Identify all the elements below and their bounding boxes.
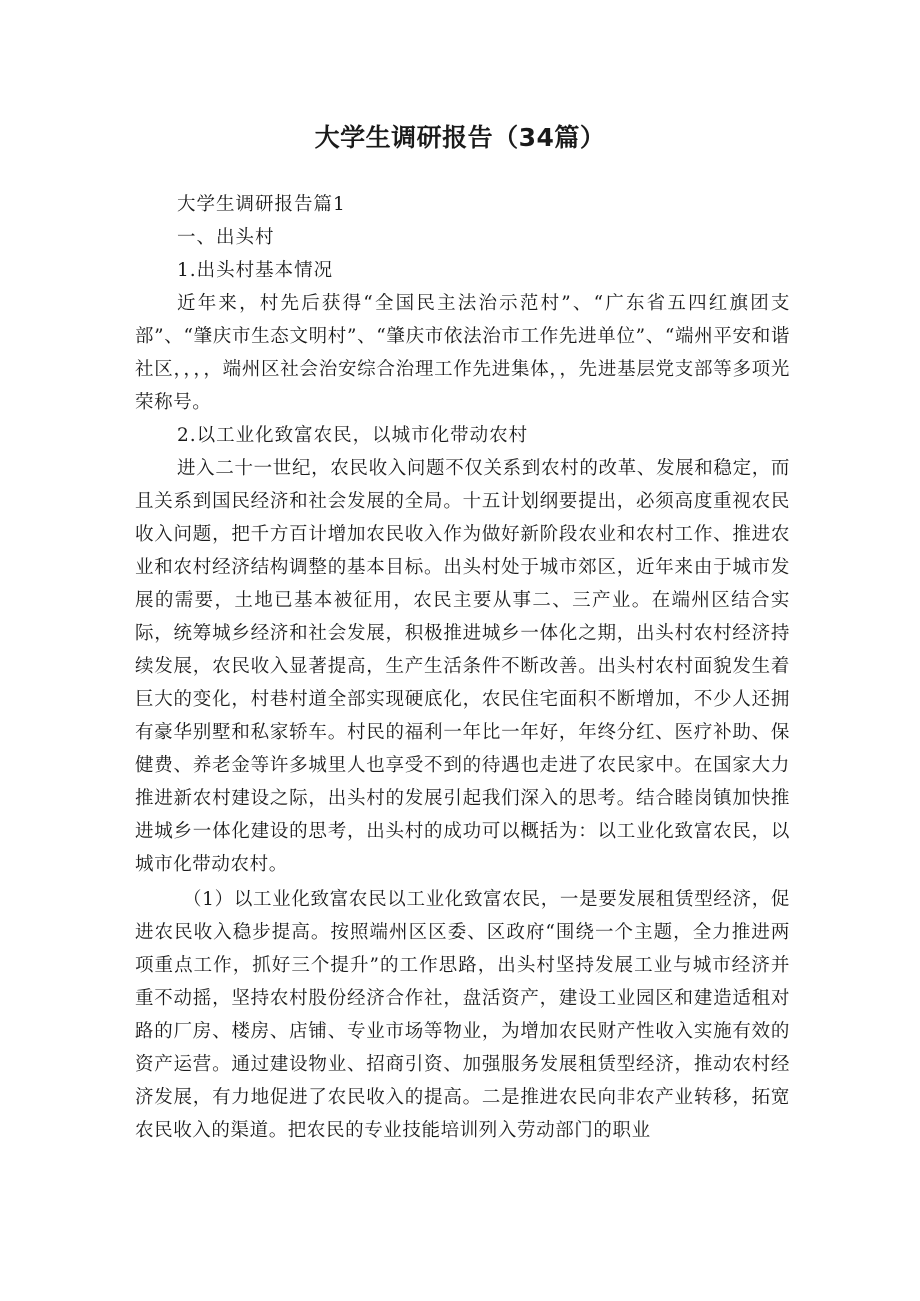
heading-basic-info: 1.出头村基本情况: [177, 260, 334, 281]
paragraph-farmer-income: 进入二十一世纪，农民收入问题不仅关系到农村的改革、发展和稳定，而且关系到国民经济和社会发展的全局。十五计划纲要提出，必须高度重视农民收入问题，把千方百计增加农民收入作为做好新阶段农业和农村工作、推进农业和农村经济结构调整的基本目标。出头村处于城市郊区，近年来由于城市发展的需要，土地已基本被征用，农民主要从事二、三产业。在端州区结合实际，统筹城乡经济和社会发展，积极推进城乡一体化之期，出头村农村经济持续发展，农民收入显著提高，生产生活条件不断改善。出头村农村面貌发生着巨大的变化，村巷村道全部实现硬底化，农民住宅面积不断增加，不少人还拥有豪华别墅和私家轿车。村民的福利一年比一年好，年终分红、医疗补助、保健费、养老金等许多城里人也享受不到的待遇也走进了农民家中。在国家大力推进新农村建设之际，出头村的发展引起我们深入的思考。结合睦岗镇加快推进城乡一体化建设的思考，出头村的成功可以概括为：以工业化致富农民，以城市化带动农村。: [135, 458, 790, 875]
heading-industrialization: 2.以工业化致富农民，以城市化带动农村: [177, 425, 529, 446]
section-title: 大学生调研报告篇1: [177, 194, 346, 215]
paragraph-honors: 近年来，村先后获得“全国民主法治示范村”、“广东省五四红旗团支部”、“肇庆市生态文明村”、“肇庆市依法治市工作先进单位”、“端州平安和谐社区，，，，端州区社会治安综合治理工作先进集体，，先进基层党支部等多项光荣称号。: [135, 293, 790, 413]
document-title: 大学生调研报告（34篇）: [314, 123, 606, 152]
paragraph-rental-economy: （1）以工业化致富农民以工业化致富农民，一是要发展租赁型经济，促进农民收入稳步提高。按照端州区区委、区政府“围绕一个主题，全力推进两项重点工作，抓好三个提升”的工作思路，出头村坚持发展工业与城市经济并重不动摇，坚持农村股份经济合作社，盘活资产，建设工业园区和建造适租对路的厂房、楼房、店铺、专业市场等物业，为增加农民财产性收入实施有效的资产运营。通过建设物业、招商引资、加强服务发展租赁型经济，推动农村经济发展，有力地促进了农民收入的提高。二是推进农民向非农产业转移，拓宽农民收入的渠道。把农民的专业技能培训列入劳动部门的职业: [135, 889, 790, 1141]
heading-level-1: 一、出头村: [177, 227, 275, 248]
document-body: [135, 188, 790, 1147]
